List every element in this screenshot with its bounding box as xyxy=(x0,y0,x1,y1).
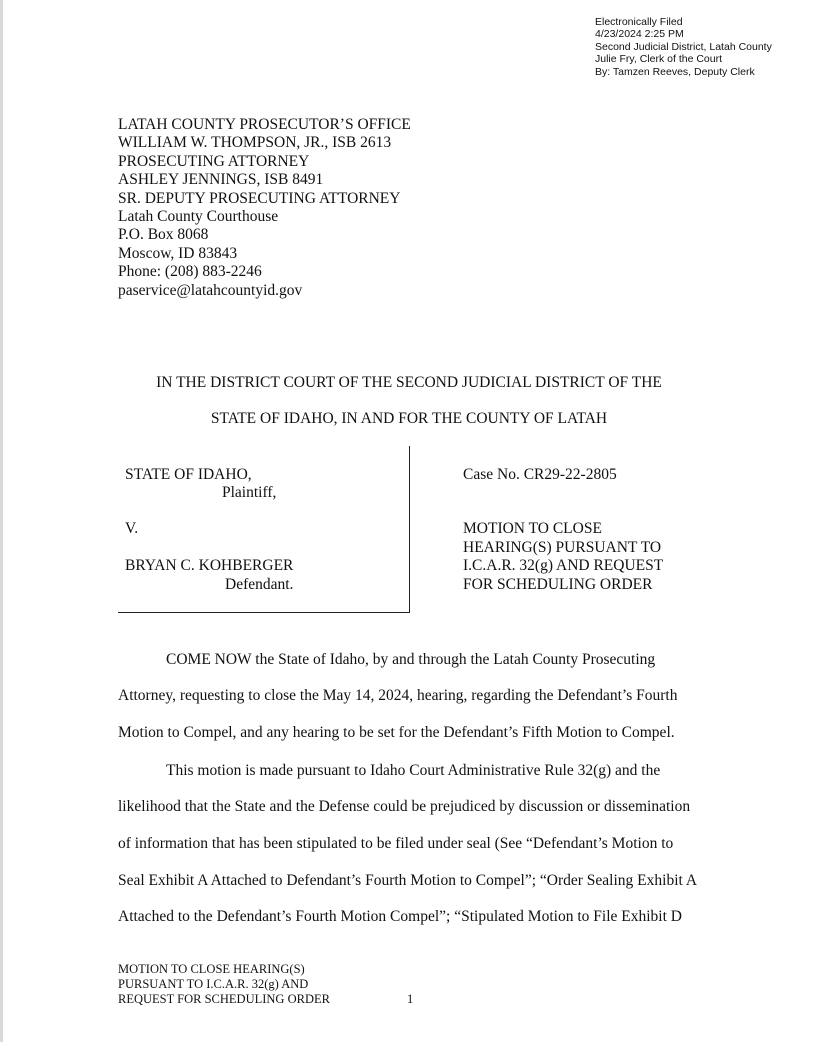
footer-line: PURSUANT TO I.C.A.R. 32(g) AND xyxy=(118,977,309,992)
stamp-line: Second Judicial District, Latah County xyxy=(595,40,772,53)
motion-title-line: I.C.A.R. 32(g) AND REQUEST xyxy=(463,557,664,574)
motion-title-line: FOR SCHEDULING ORDER xyxy=(463,576,653,593)
versus-label: V. xyxy=(125,520,139,537)
footer-line: MOTION TO CLOSE HEARING(S) xyxy=(118,962,305,976)
body-text-line: Seal Exhibit A Attached to Defendant’s Fourth Motion to Compel”; “Order Sealing Exhibit A xyxy=(118,872,698,889)
header-line: SR. DEPUTY PROSECUTING ATTORNEY xyxy=(118,189,401,207)
header-line: WILLIAM W. THOMPSON, JR., ISB 2613 xyxy=(118,134,392,152)
page-number: 1 xyxy=(407,992,414,1006)
stamp-line: Julie Fry, Clerk of the Court xyxy=(595,53,723,66)
body-text-line: Attorney, requesting to close the May 14, 2024, hearing, regarding the Defendant’s Fourth xyxy=(118,687,678,704)
header-line: PROSECUTING ATTORNEY xyxy=(118,152,310,170)
header-line: Moscow, ID 83843 xyxy=(118,244,238,262)
body-text-line: COME NOW the State of Idaho, by and through the Latah County Prosecuting xyxy=(166,651,656,668)
stamp-line: Electronically Filed xyxy=(595,16,683,28)
stamp-line: 4/23/2024 2:25 PM xyxy=(595,28,684,41)
page-footer xyxy=(118,962,330,1008)
header-line: LATAH COUNTY PROSECUTOR’S OFFICE xyxy=(118,116,411,133)
caption-underline xyxy=(118,612,410,613)
attorney-header xyxy=(118,116,411,300)
plaintiff-name: STATE OF IDAHO, xyxy=(125,466,252,483)
court-title-line-1: IN THE DISTRICT COURT OF THE SECOND JUDICIAL DISTRICT OF THE xyxy=(156,374,662,391)
caption-divider xyxy=(409,446,410,613)
page-left-edge xyxy=(0,0,3,1042)
body-text-line: Attached to the Defendant’s Fourth Motion Compel”; “Stipulated Motion to File Exhibit D xyxy=(118,908,682,925)
court-title-line-2: STATE OF IDAHO, IN AND FOR THE COUNTY OF LATAH xyxy=(210,410,608,427)
header-line: Phone: (208) 883-2246 xyxy=(118,263,262,281)
header-line: Latah County Courthouse xyxy=(118,208,279,226)
defendant-name: BRYAN C. KOHBERGER xyxy=(125,557,294,574)
defendant-role: Defendant. xyxy=(225,576,294,593)
body-text-line: This motion is made pursuant to Idaho Court Administrative Rule 32(g) and the xyxy=(166,762,661,779)
plaintiff-role: Plaintiff, xyxy=(222,484,277,501)
e-filing-stamp xyxy=(595,16,772,78)
footer-line: REQUEST FOR SCHEDULING ORDER xyxy=(118,992,330,1007)
body-text-line: likelihood that the State and the Defense could be prejudiced by discussion or dissemination xyxy=(118,798,691,815)
header-line: P.O. Box 8068 xyxy=(118,226,209,244)
body-text-line: of information that has been stipulated to be filed under seal (See “Defendant’s Motion to xyxy=(118,835,674,852)
body-text-line: Motion to Compel, and any hearing to be set for the Defendant’s Fifth Motion to Compel. xyxy=(118,724,675,741)
header-email: paservice@latahcountyid.gov xyxy=(118,281,303,299)
case-number: Case No. CR29-22-2805 xyxy=(463,466,617,483)
header-line: ASHLEY JENNINGS, ISB 8491 xyxy=(118,171,324,189)
motion-title-line: MOTION TO CLOSE xyxy=(463,520,602,537)
motion-title-line: HEARING(S) PURSUANT TO xyxy=(463,539,662,556)
stamp-line: By: Tamzen Reeves, Deputy Clerk xyxy=(595,65,755,78)
